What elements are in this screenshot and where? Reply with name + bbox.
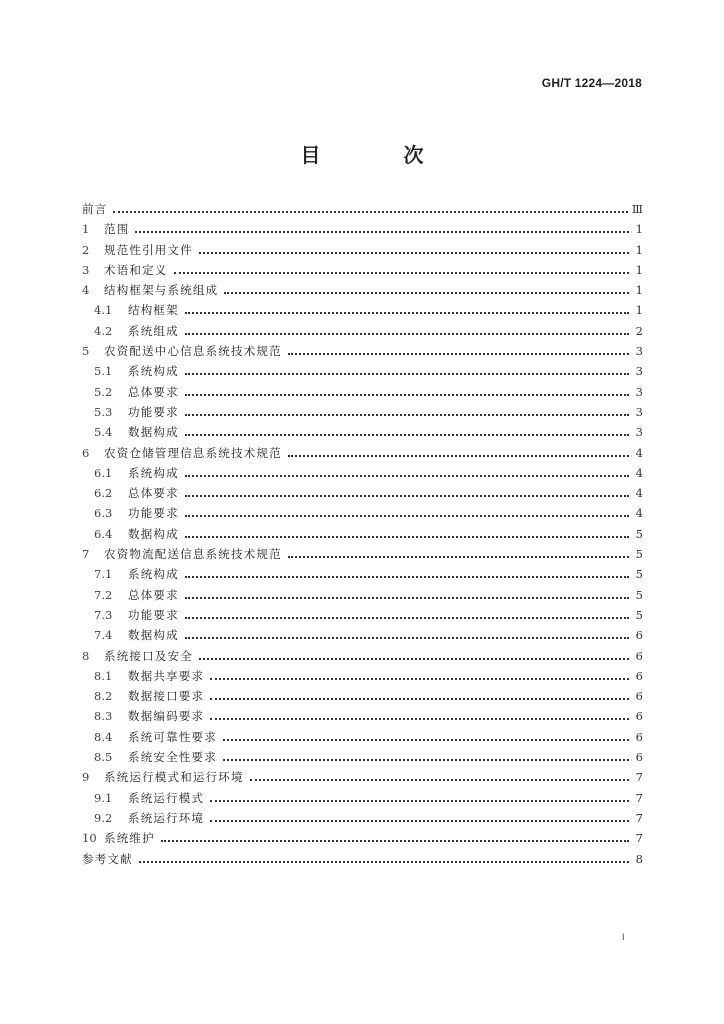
toc-entry[interactable] bbox=[82, 646, 643, 666]
toc-entry[interactable] bbox=[82, 402, 643, 422]
toc-entry-number: 9.2 bbox=[94, 810, 113, 825]
toc-entry[interactable] bbox=[82, 828, 643, 848]
toc-leader-dots bbox=[288, 556, 629, 558]
standard-code: GH/T 1224—2018 bbox=[541, 76, 642, 90]
toc-entry-page: 4 bbox=[635, 445, 643, 460]
toc-entry[interactable] bbox=[82, 382, 643, 402]
toc-entry-title: 数据编码要求 bbox=[128, 709, 205, 724]
toc-leader-dots bbox=[199, 252, 629, 254]
toc-entry-page: 1 bbox=[635, 262, 643, 277]
toc-entry[interactable] bbox=[82, 849, 643, 869]
toc-entry-title: 数据构成 bbox=[128, 526, 179, 541]
toc-leader-dots bbox=[139, 861, 629, 863]
toc-entry-page: 5 bbox=[635, 587, 643, 602]
toc-entry-title: 数据接口要求 bbox=[128, 689, 205, 704]
toc-entry-number: 8 bbox=[82, 648, 90, 663]
toc-entry-title: 功能要求 bbox=[128, 506, 179, 521]
toc-entry-title: 结构框架 bbox=[128, 303, 179, 318]
toc-entry-page: 6 bbox=[635, 628, 643, 643]
toc-entry-title: 结构框架与系统组成 bbox=[104, 283, 219, 298]
toc-entry-number: 4 bbox=[82, 283, 90, 298]
toc-leader-dots bbox=[224, 292, 629, 294]
toc-entry[interactable] bbox=[82, 422, 643, 442]
toc-entry[interactable] bbox=[82, 300, 643, 320]
toc-entry-title: 数据构成 bbox=[128, 628, 179, 643]
toc-entry-title: 农资物流配送信息系统技术规范 bbox=[104, 547, 282, 562]
toc-leader-dots bbox=[135, 231, 629, 233]
toc-leader-dots bbox=[161, 840, 629, 842]
toc-entry[interactable] bbox=[82, 219, 643, 239]
table-of-contents bbox=[82, 199, 643, 869]
toc-leader-dots bbox=[185, 414, 629, 416]
toc-entry-title: 参考文献 bbox=[82, 851, 133, 866]
toc-entry-number: 7.1 bbox=[94, 567, 113, 582]
toc-entry-number: 9 bbox=[82, 770, 90, 785]
toc-entry-title: 系统可靠性要求 bbox=[128, 729, 217, 744]
toc-leader-dots bbox=[185, 373, 629, 375]
toc-leader-dots bbox=[185, 576, 629, 578]
toc-entry-page: 7 bbox=[635, 831, 643, 846]
toc-entry[interactable] bbox=[82, 240, 643, 260]
toc-entry[interactable] bbox=[82, 483, 643, 503]
toc-entry-page: 7 bbox=[635, 790, 643, 805]
toc-entry-number: 7 bbox=[82, 547, 90, 562]
toc-entry[interactable] bbox=[82, 503, 643, 523]
toc-entry[interactable] bbox=[82, 808, 643, 828]
toc-leader-dots bbox=[288, 455, 629, 457]
toc-leader-dots bbox=[185, 434, 629, 436]
toc-entry-number: 7.4 bbox=[94, 628, 113, 643]
toc-entry[interactable] bbox=[82, 686, 643, 706]
toc-entry-page: 5 bbox=[635, 567, 643, 582]
toc-leader-dots bbox=[185, 597, 629, 599]
toc-entry-page: 4 bbox=[635, 486, 643, 501]
toc-leader-dots bbox=[210, 820, 629, 822]
toc-entry-title: 总体要求 bbox=[128, 384, 179, 399]
toc-entry-page: 7 bbox=[635, 810, 643, 825]
toc-entry-title: 系统接口及安全 bbox=[104, 648, 193, 663]
toc-leader-dots bbox=[185, 515, 629, 517]
toc-entry-page: 2 bbox=[635, 323, 643, 338]
toc-entry-number: 1 bbox=[82, 222, 90, 237]
toc-entry-title: 系统构成 bbox=[128, 364, 179, 379]
toc-entry-page: 4 bbox=[635, 506, 643, 521]
toc-entry[interactable] bbox=[82, 341, 643, 361]
toc-entry-title: 系统构成 bbox=[128, 465, 179, 480]
toc-entry-number: 4.1 bbox=[94, 303, 113, 318]
toc-entry[interactable] bbox=[82, 524, 643, 544]
footer-page-number: I bbox=[622, 932, 625, 942]
toc-entry[interactable] bbox=[82, 706, 643, 726]
toc-entry-title: 系统维护 bbox=[104, 831, 155, 846]
toc-entry-title: 总体要求 bbox=[128, 587, 179, 602]
toc-entry-title: 功能要求 bbox=[128, 404, 179, 419]
toc-entry-number: 8.3 bbox=[94, 709, 113, 724]
toc-entry[interactable] bbox=[82, 443, 643, 463]
toc-leader-dots bbox=[199, 658, 629, 660]
toc-entry-number: 8.2 bbox=[94, 689, 113, 704]
toc-entry[interactable] bbox=[82, 544, 643, 564]
toc-entry-number: 5.2 bbox=[94, 384, 113, 399]
toc-entry-title: 数据共享要求 bbox=[128, 668, 205, 683]
toc-entry-page: 6 bbox=[635, 709, 643, 724]
toc-entry-page: 6 bbox=[635, 668, 643, 683]
toc-entry-number: 6.3 bbox=[94, 506, 113, 521]
toc-entry-number: 5.3 bbox=[94, 404, 113, 419]
toc-entry-page: 3 bbox=[635, 344, 643, 359]
toc-entry-title: 术语和定义 bbox=[104, 262, 168, 277]
toc-entry[interactable] bbox=[82, 747, 643, 767]
toc-entry-title: 总体要求 bbox=[128, 486, 179, 501]
toc-entry-title: 范围 bbox=[104, 222, 130, 237]
toc-entry-title: 农资配送中心信息系统技术规范 bbox=[104, 344, 282, 359]
toc-entry-number: 5 bbox=[82, 344, 90, 359]
toc-leader-dots bbox=[185, 333, 629, 335]
toc-entry-title: 功能要求 bbox=[128, 607, 179, 622]
toc-entry-number: 9.1 bbox=[94, 790, 113, 805]
toc-entry[interactable] bbox=[82, 564, 643, 584]
toc-leader-dots bbox=[210, 800, 629, 802]
toc-entry[interactable] bbox=[82, 625, 643, 645]
toc-entry-page: 6 bbox=[635, 689, 643, 704]
toc-entry-number: 8.5 bbox=[94, 750, 113, 765]
toc-entry-title: 系统运行模式 bbox=[128, 790, 205, 805]
toc-entry-page: Ⅲ bbox=[631, 202, 643, 216]
toc-leader-dots bbox=[210, 678, 629, 680]
toc-entry-number: 8.4 bbox=[94, 729, 113, 744]
toc-entry-number: 2 bbox=[82, 242, 90, 257]
toc-entry-number: 6.2 bbox=[94, 486, 113, 501]
toc-entry[interactable] bbox=[82, 666, 643, 686]
toc-entry[interactable] bbox=[82, 767, 643, 787]
toc-entry[interactable] bbox=[82, 280, 643, 300]
toc-leader-dots bbox=[185, 617, 629, 619]
toc-entry-title: 规范性引用文件 bbox=[104, 242, 193, 257]
toc-entry-page: 1 bbox=[635, 283, 643, 298]
toc-entry-number: 5.1 bbox=[94, 364, 113, 379]
toc-entry-title: 农资仓储管理信息系统技术规范 bbox=[104, 445, 282, 460]
toc-entry[interactable] bbox=[82, 199, 643, 219]
toc-entry[interactable] bbox=[82, 463, 643, 483]
toc-entry-title: 系统构成 bbox=[128, 567, 179, 582]
toc-leader-dots bbox=[113, 211, 628, 213]
toc-entry[interactable] bbox=[82, 260, 643, 280]
toc-entry-title: 前言 bbox=[82, 202, 108, 216]
toc-entry-number: 6.1 bbox=[94, 465, 113, 480]
toc-entry-page: 5 bbox=[635, 526, 643, 541]
toc-entry-page: 1 bbox=[635, 242, 643, 257]
toc-entry-page: 5 bbox=[635, 607, 643, 622]
toc-entry-title: 数据构成 bbox=[128, 425, 179, 440]
toc-entry-number: 7.3 bbox=[94, 607, 113, 622]
toc-entry-number: 5.4 bbox=[94, 425, 113, 440]
toc-leader-dots bbox=[185, 637, 629, 639]
toc-entry[interactable] bbox=[82, 321, 643, 341]
toc-entry-page: 7 bbox=[635, 770, 643, 785]
toc-entry-title: 系统运行模式和运行环境 bbox=[104, 770, 244, 785]
toc-leader-dots bbox=[223, 739, 629, 741]
toc-leader-dots bbox=[185, 312, 629, 314]
toc-entry-number: 6.4 bbox=[94, 526, 113, 541]
toc-entry-page: 8 bbox=[635, 851, 643, 866]
toc-entry[interactable] bbox=[82, 585, 643, 605]
toc-leader-dots bbox=[223, 759, 629, 761]
toc-entry[interactable] bbox=[82, 788, 643, 808]
toc-entry-page: 6 bbox=[635, 648, 643, 663]
toc-leader-dots bbox=[185, 394, 629, 396]
toc-entry-page: 4 bbox=[635, 465, 643, 480]
toc-leader-dots bbox=[174, 272, 630, 274]
toc-leader-dots bbox=[288, 353, 629, 355]
toc-entry-number: 4.2 bbox=[94, 323, 113, 338]
toc-leader-dots bbox=[210, 698, 629, 700]
toc-entry-number: 8.1 bbox=[94, 668, 113, 683]
page-title: 目 次 bbox=[300, 143, 462, 167]
toc-entry-page: 6 bbox=[635, 750, 643, 765]
toc-leader-dots bbox=[185, 475, 629, 477]
toc-entry-page: 1 bbox=[635, 303, 643, 318]
toc-entry-page: 3 bbox=[635, 404, 643, 419]
toc-entry-number: 10 bbox=[82, 831, 97, 846]
toc-entry-title: 系统运行环境 bbox=[128, 810, 205, 825]
toc-entry-page: 5 bbox=[635, 547, 643, 562]
toc-leader-dots bbox=[185, 536, 629, 538]
toc-entry-page: 3 bbox=[635, 384, 643, 399]
toc-leader-dots bbox=[210, 718, 629, 720]
toc-entry-page: 1 bbox=[635, 222, 643, 237]
toc-entry-page: 3 bbox=[635, 425, 643, 440]
toc-entry-number: 7.2 bbox=[94, 587, 113, 602]
toc-entry[interactable] bbox=[82, 605, 643, 625]
toc-leader-dots bbox=[185, 495, 629, 497]
toc-entry-number: 3 bbox=[82, 262, 90, 277]
toc-entry[interactable] bbox=[82, 361, 643, 381]
toc-leader-dots bbox=[250, 779, 629, 781]
toc-entry[interactable] bbox=[82, 727, 643, 747]
toc-entry-page: 6 bbox=[635, 729, 643, 744]
toc-entry-page: 3 bbox=[635, 364, 643, 379]
toc-entry-title: 系统安全性要求 bbox=[128, 750, 217, 765]
toc-entry-title: 系统组成 bbox=[128, 323, 179, 338]
toc-entry-number: 6 bbox=[82, 445, 90, 460]
